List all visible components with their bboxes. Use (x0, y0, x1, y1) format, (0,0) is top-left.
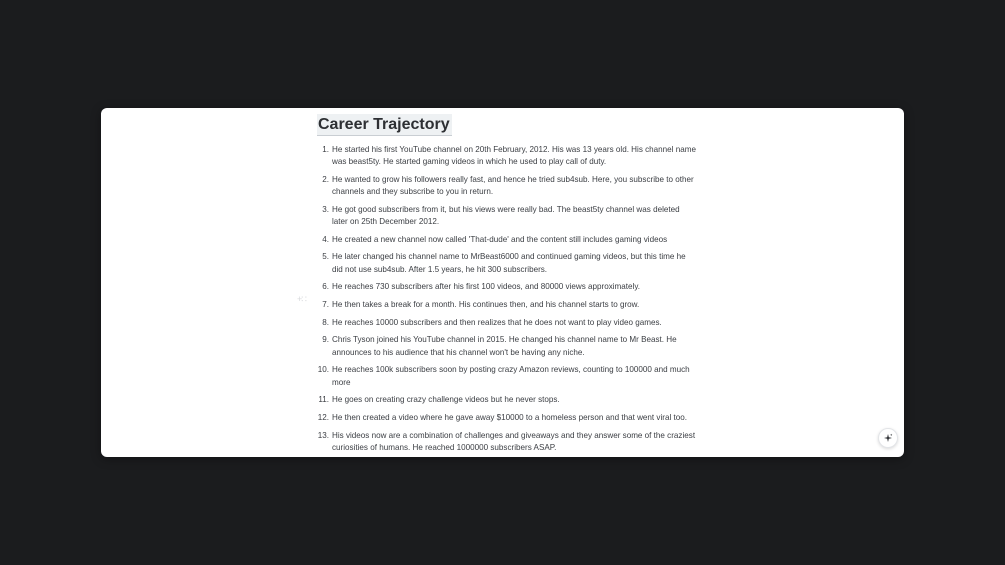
list-item-text: He started his first YouTube channel on 20th February, 2012. His was 13 years old. His channel name was beast5ty. He started gaming videos in which he used to play call of duty. (332, 145, 696, 167)
list-item[interactable] (317, 281, 697, 293)
list-item[interactable] (317, 412, 697, 424)
list-item-number: 6. (322, 282, 329, 292)
drag-handle-icon[interactable]: +∷ (297, 294, 306, 304)
list-item[interactable] (317, 144, 697, 168)
page-title: Career Trajectory (317, 114, 452, 136)
list-item-number: 10. (317, 365, 329, 375)
list-item[interactable] (317, 334, 697, 358)
list-item[interactable] (317, 174, 697, 198)
sparkle-icon[interactable] (878, 428, 898, 448)
list-item-number: 12. (317, 412, 329, 422)
list-item[interactable] (317, 317, 697, 329)
list-item[interactable] (317, 364, 697, 388)
sparkle-icon-glyph (883, 433, 893, 443)
list-item-text: He created a new channel now called 'That-dude' and the content still includes gaming videos (332, 234, 668, 244)
list-item-text: Chris Tyson joined his YouTube channel in 2015. He changed his channel name to Mr Beast. He announces to his audience that his channel won't be having any niche. (332, 335, 677, 357)
list-item-text: He got good subscribers from it, but his views were really bad. The beast5ty channel was deleted later on 25th December 2012. (332, 204, 680, 227)
list-item-number: 2. (322, 174, 329, 184)
list-item-text: He reaches 10000 subscribers and then realizes that he does not want to play video games. (332, 317, 662, 327)
list-item-text: He reaches 730 subscribers after his first 100 videos, and 80000 views approximately. (332, 282, 641, 292)
list-item-number: 9. (322, 335, 329, 345)
list-item-text: He then created a video where he gave away $10000 to a homeless person and that went viral too. (332, 412, 688, 422)
list-item-number: 4. (322, 234, 329, 244)
list-item[interactable] (317, 430, 697, 454)
list-item-number: 13. (317, 430, 329, 440)
list-item-text: He goes on creating crazy challenge videos but he never stops. (332, 395, 560, 405)
list-item[interactable] (317, 394, 697, 406)
numbered-list (317, 144, 697, 454)
list-item-number: 8. (322, 317, 329, 327)
list-item-number: 7. (322, 300, 329, 310)
list-item-number: 5. (322, 252, 329, 262)
list-item-number: 1. (322, 145, 329, 154)
list-item-number: 11. (318, 395, 329, 405)
list-item-text: He reaches 100k subscribers soon by posting crazy Amazon reviews, counting to 100000 and much more (332, 365, 690, 387)
list-item[interactable] (317, 234, 697, 246)
document-content (317, 114, 697, 457)
list-item-number: 3. (322, 204, 329, 214)
document-card (101, 108, 904, 457)
list-item-text: He then takes a break for a month. His continues then, and his channel starts to grow. (332, 300, 640, 310)
list-item[interactable] (317, 299, 697, 311)
list-item-text: He later changed his channel name to MrBeast6000 and continued gaming videos, but this time he did not use sub4sub. After 1.5 years, he hit 300 subscribers. (332, 252, 686, 274)
list-item[interactable] (317, 204, 697, 228)
list-item-text: His videos now are a combination of challenges and giveaways and they answer some of the craziest curiosities of humans. He reached 1000000 subscribers ASAP. (332, 430, 696, 452)
list-item-text: He wanted to grow his followers really fast, and hence he tried sub4sub. Here, you subscribe to other channels and they subscribe to you in return. (332, 174, 694, 197)
list-item[interactable] (317, 251, 697, 275)
